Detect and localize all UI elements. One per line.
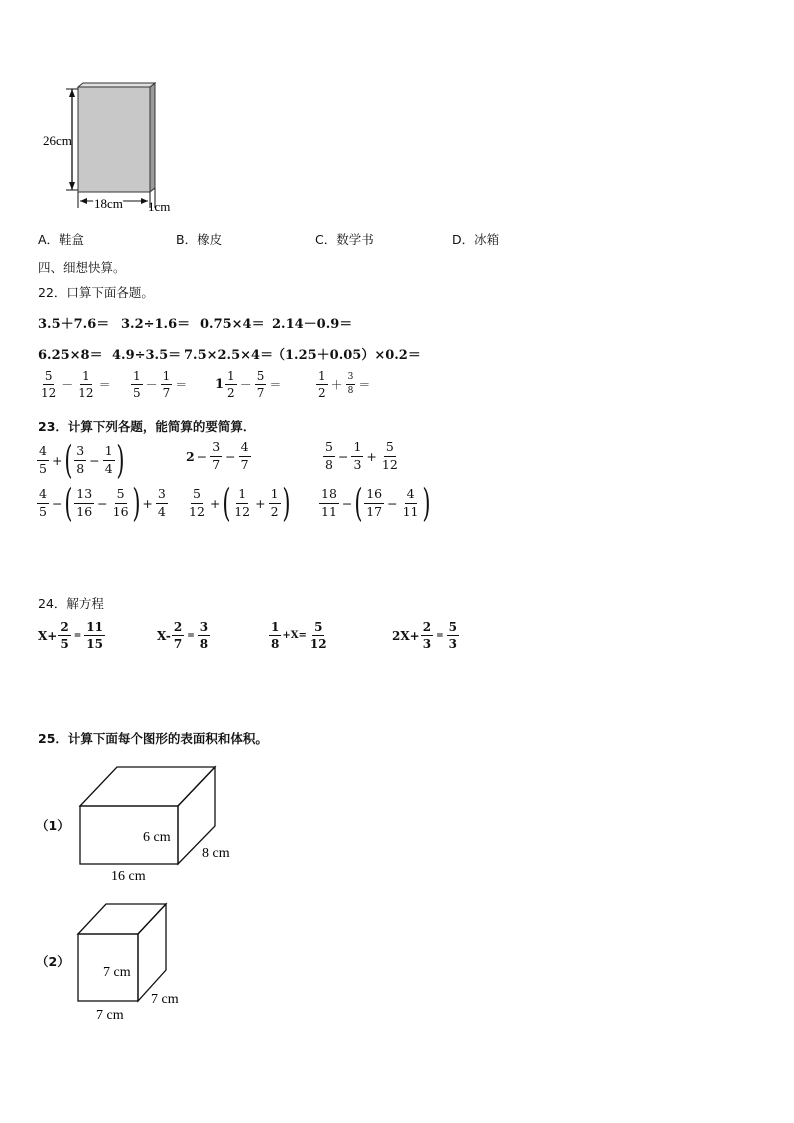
- numerator: 3: [210, 441, 222, 457]
- fraction: [210, 441, 222, 471]
- fraction: [269, 488, 281, 518]
- fraction: [346, 373, 356, 396]
- fraction: [76, 370, 95, 399]
- operator: −: [196, 448, 208, 464]
- numerator: 3: [199, 620, 209, 634]
- numerator: 5: [191, 488, 203, 504]
- book-figure: [38, 80, 188, 220]
- operator: =: [73, 630, 82, 641]
- numerator: 4: [239, 441, 251, 457]
- q22-item: 0.75×4＝: [200, 317, 265, 332]
- fraction: [447, 621, 459, 650]
- denominator: 4: [104, 460, 113, 476]
- denominator: 12: [309, 637, 327, 651]
- figure-1-label: （1）: [36, 818, 70, 833]
- denominator: 15: [86, 637, 103, 651]
- numerator: 11: [86, 620, 103, 634]
- option-b: B．橡皮: [176, 232, 223, 247]
- operator: −: [51, 495, 63, 511]
- cuboid-depth-label: 8 cm: [202, 846, 230, 861]
- numerator: 3: [74, 445, 86, 461]
- fraction: [111, 488, 131, 518]
- option-c: C．数学书: [315, 232, 374, 247]
- operator: =: [187, 630, 195, 641]
- q24-equation: [38, 621, 106, 650]
- cuboid-figure: [74, 762, 244, 887]
- fraction: [364, 488, 384, 518]
- fraction: [232, 488, 252, 518]
- numerator: 5: [323, 441, 335, 457]
- fraction: [225, 370, 237, 399]
- q23-expression: [322, 441, 401, 471]
- denominator: 17: [366, 503, 383, 519]
- operator: =: [436, 630, 444, 641]
- denominator: 4: [157, 503, 166, 519]
- numerator: 5: [115, 488, 127, 504]
- operator: +: [209, 495, 221, 511]
- q22-title: 22．口算下面各题。: [38, 285, 154, 300]
- option-d: D．冰箱: [452, 232, 500, 247]
- denominator: 5: [39, 503, 47, 519]
- operator: ＋: [330, 378, 343, 392]
- operator: −: [387, 495, 398, 511]
- numerator: 1: [236, 488, 248, 504]
- q23-expression: [36, 481, 169, 525]
- fraction: [74, 445, 86, 475]
- denominator: 12: [189, 503, 205, 519]
- q23-title: 23．计算下列各题，能简算的要简算．: [38, 419, 256, 434]
- denominator: 7: [173, 637, 183, 651]
- cube-depth-label: 7 cm: [151, 992, 179, 1007]
- q25-title: 25．计算下面每个图形的表面积和体积。: [38, 731, 268, 746]
- book-depth-label: 1cm: [148, 199, 171, 214]
- operator: +: [142, 495, 153, 511]
- fraction: [269, 621, 281, 650]
- operator: ＝: [358, 378, 371, 392]
- fraction: [103, 445, 115, 475]
- fraction: [156, 488, 168, 518]
- numerator: 1: [227, 369, 235, 383]
- operator: (: [64, 481, 73, 525]
- fraction: [401, 488, 421, 518]
- operator: ): [115, 438, 125, 482]
- fraction: [58, 621, 70, 650]
- fraction: [255, 370, 267, 399]
- operator: +: [255, 495, 266, 511]
- fraction: [421, 621, 433, 650]
- denominator: 7: [162, 386, 171, 400]
- cube-height-label: 7 cm: [103, 965, 131, 980]
- denominator: 8: [271, 637, 280, 651]
- numerator: 5: [448, 620, 457, 634]
- fraction: [37, 488, 49, 518]
- denominator: 8: [325, 456, 333, 472]
- operator: (: [222, 481, 231, 525]
- fraction: [161, 370, 173, 399]
- figure-2-label: （2）: [36, 954, 70, 969]
- q23-expression: [318, 481, 431, 525]
- fraction: [37, 445, 49, 475]
- denominator: 16: [112, 503, 129, 519]
- fraction: [39, 370, 58, 399]
- denominator: 3: [448, 637, 457, 651]
- numerator: 2: [173, 620, 183, 634]
- numerator: 16: [364, 488, 384, 504]
- numerator: 1: [103, 445, 115, 461]
- term: 2: [186, 448, 195, 464]
- q23-expression: [186, 481, 291, 525]
- operator: +: [51, 452, 63, 468]
- operator: ＝: [175, 378, 188, 392]
- numerator: 5: [314, 620, 323, 634]
- numerator: 1: [351, 441, 363, 457]
- numerator: 5: [44, 369, 53, 383]
- numerator: 3: [156, 488, 168, 504]
- denominator: 11: [402, 503, 419, 519]
- operator: －: [145, 378, 158, 392]
- term: 2X+: [392, 628, 420, 643]
- denominator: 5: [60, 637, 69, 651]
- denominator: 8: [347, 386, 354, 396]
- q22-item: （1.25＋0.05）×0.2＝: [272, 348, 421, 363]
- numerator: 1: [318, 369, 326, 383]
- numerator: 3: [346, 373, 356, 385]
- fraction: [187, 488, 207, 518]
- fraction: [323, 441, 335, 471]
- q24-equation: [392, 621, 460, 650]
- fraction: [198, 621, 210, 650]
- cuboid-height-label: 6 cm: [143, 830, 171, 845]
- numerator: 2: [60, 620, 69, 634]
- fraction: [239, 441, 251, 471]
- numerator: 1: [269, 488, 281, 504]
- operator: ): [281, 481, 291, 525]
- numerator: 13: [74, 488, 94, 504]
- fraction: [131, 370, 143, 399]
- operator: ): [421, 481, 431, 525]
- numerator: 5: [256, 369, 265, 383]
- denominator: 3: [353, 456, 362, 472]
- operator: −: [225, 448, 236, 464]
- cube-figure: [72, 896, 192, 1026]
- operator: −: [341, 495, 353, 511]
- whole-number: 1: [215, 377, 225, 392]
- operator: －: [239, 378, 252, 392]
- q23-expression: [36, 438, 125, 482]
- denominator: 3: [422, 637, 432, 651]
- numerator: 1: [133, 369, 141, 383]
- q22-fraction-item: [38, 370, 113, 399]
- denominator: 12: [78, 386, 94, 400]
- fraction: [380, 441, 400, 471]
- fraction: [74, 488, 94, 518]
- q22-item: 4.9÷3.5＝: [112, 348, 182, 363]
- term: +X=: [282, 630, 307, 641]
- cube-length-label: 7 cm: [96, 1008, 124, 1023]
- numerator: 1: [271, 620, 280, 634]
- operator: －: [61, 378, 74, 392]
- numerator: 1: [82, 369, 90, 383]
- section-heading: 四、细想快算。: [38, 260, 126, 275]
- denominator: 12: [381, 456, 398, 472]
- book-height-label: 26cm: [43, 133, 72, 148]
- fraction: [316, 370, 328, 399]
- denominator: 5: [39, 460, 47, 476]
- q22-item: 7.5×2.5×4＝: [184, 348, 274, 363]
- cuboid-length-label: 16 cm: [111, 869, 146, 884]
- q22-item: 3.5＋7.6＝: [38, 317, 110, 332]
- denominator: 2: [318, 386, 326, 400]
- numerator: 4: [37, 488, 49, 504]
- operator: +: [366, 448, 377, 464]
- q24-equation: [157, 621, 211, 650]
- operator: (: [64, 438, 73, 482]
- numerator: 18: [319, 488, 339, 504]
- fraction: [319, 488, 339, 518]
- operator: ＝: [98, 378, 111, 392]
- denominator: 5: [133, 386, 141, 400]
- fraction: [172, 621, 184, 650]
- fraction: [84, 621, 105, 650]
- denominator: 12: [41, 386, 57, 400]
- denominator: 8: [199, 637, 209, 651]
- q22-fraction-item: [315, 370, 372, 399]
- denominator: 7: [240, 456, 249, 472]
- q23-expression: [186, 441, 252, 471]
- term: X+: [38, 628, 58, 643]
- fraction: [308, 621, 329, 650]
- option-a: A．鞋盒: [38, 232, 85, 247]
- denominator: 7: [212, 456, 221, 472]
- fraction: [351, 441, 363, 471]
- numerator: 4: [405, 488, 417, 504]
- denominator: 16: [76, 503, 93, 519]
- numerator: 4: [37, 445, 49, 461]
- book-width-label: 18cm: [94, 196, 123, 211]
- operator: (: [354, 481, 363, 525]
- q22-item: 6.25×8＝: [38, 348, 103, 363]
- denominator: 7: [256, 386, 265, 400]
- operator: ＝: [269, 378, 282, 392]
- operator: −: [89, 452, 100, 468]
- q22-fraction-item: [130, 370, 189, 399]
- term: X-: [157, 628, 171, 643]
- denominator: 2: [227, 386, 235, 400]
- operator: −: [337, 448, 349, 464]
- denominator: 8: [76, 460, 85, 476]
- numerator: 2: [422, 620, 432, 634]
- q24-equation: [268, 621, 330, 650]
- q22-fraction-item: [215, 370, 283, 399]
- q24-title: 24．解方程: [38, 596, 104, 611]
- q22-item: 2.14－0.9＝: [272, 317, 353, 332]
- numerator: 1: [162, 369, 171, 383]
- q22-item: 3.2÷1.6＝: [121, 317, 191, 332]
- operator: −: [97, 495, 108, 511]
- operator: ): [131, 481, 141, 525]
- denominator: 2: [270, 503, 279, 519]
- denominator: 11: [321, 503, 337, 519]
- denominator: 12: [234, 503, 251, 519]
- numerator: 5: [384, 441, 396, 457]
